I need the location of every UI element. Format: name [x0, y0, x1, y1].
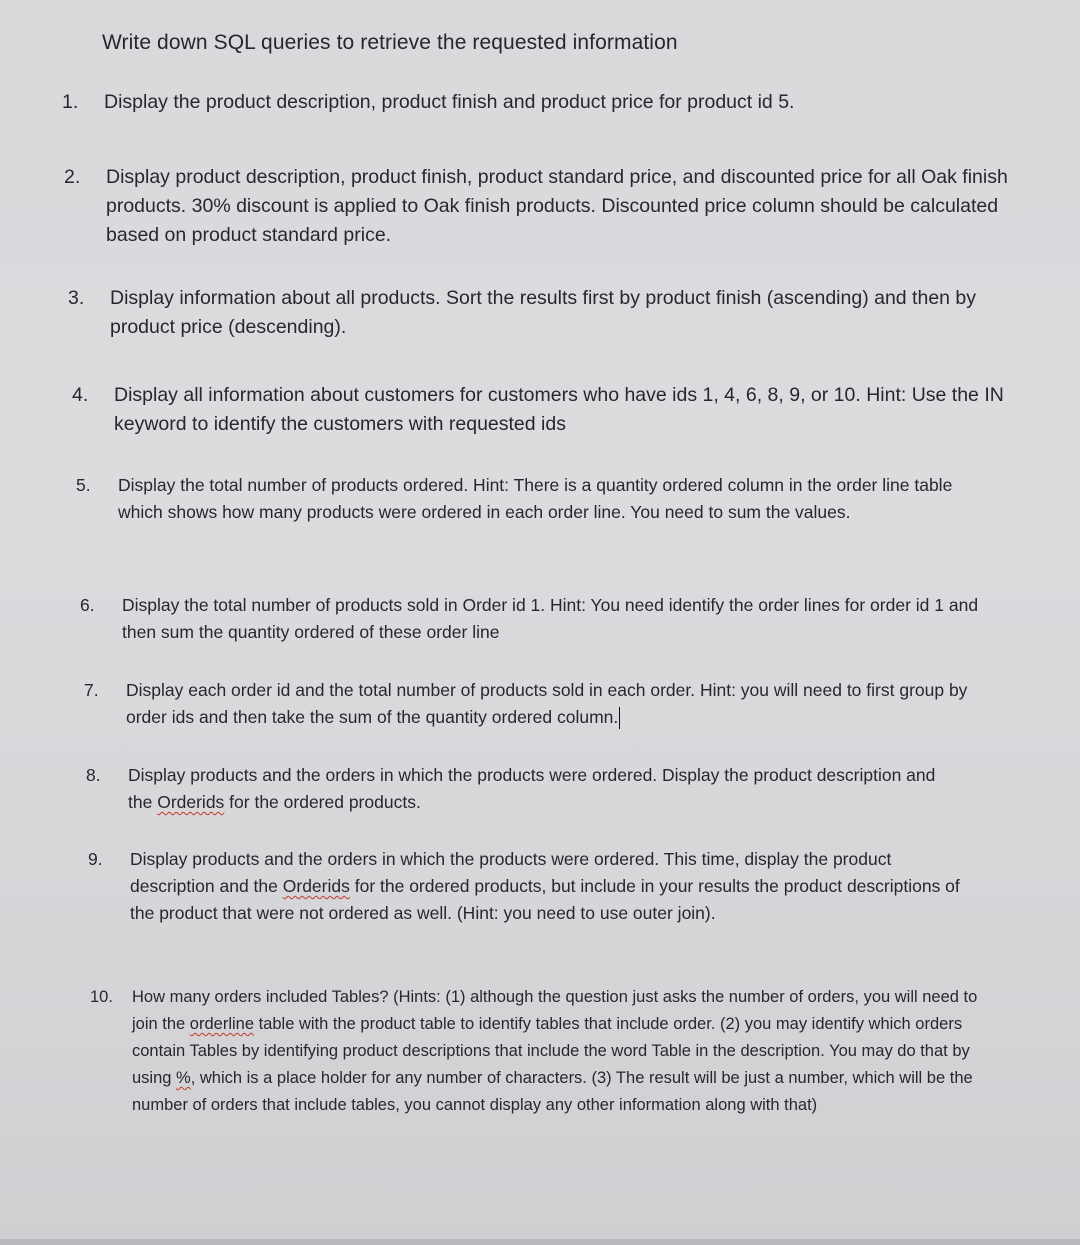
question-text: Display the total number of products ordered. Hint: There is a quantity ordered column in the order line table which shows how many products were ordered in each order line. You need to sum the values. — [118, 475, 953, 522]
question-8 — [86, 762, 936, 816]
question-10 — [90, 984, 980, 1119]
question-7 — [84, 677, 994, 731]
question-text-wrap — [126, 677, 994, 731]
question-text-part: table with the product table to identify tables that include order. (2) you may identify which orders contain Tables by identifying product descriptions that include the word Table in the description. You may do that by using — [132, 1015, 970, 1087]
question-2 — [64, 163, 1012, 250]
question-9 — [88, 846, 978, 927]
question-number: 10. — [90, 988, 113, 1006]
question-text: Display the total number of products sold in Order id 1. Hint: You need identify the order lines for order id 1 and then sum the quantity ordered of these order line — [122, 595, 979, 642]
question-text-part: How many orders included Tables? (Hints: (1) although the question just asks the number of orders, you will need to join the — [132, 988, 978, 1033]
question-1 — [62, 88, 962, 117]
question-text — [132, 984, 980, 1119]
question-4 — [72, 381, 1012, 439]
question-number: 9. — [88, 849, 103, 869]
question-text-part: Display products and the orders in which the products were ordered. This time, display the product description and the — [130, 849, 892, 896]
question-text: Display product description, product finish, product standard price, and discounted price for all Oak finish products. 30% discount is applied to Oak finish products. Discounted price column should be calculated based on product standard price. — [106, 166, 1008, 246]
spellcheck-flagged-word[interactable]: Orderids — [157, 792, 225, 812]
spellcheck-flagged-word[interactable]: Orderids — [282, 876, 350, 896]
question-number: 3. — [68, 287, 85, 309]
page-heading: Write down SQL queries to retrieve the requested information — [102, 31, 678, 54]
question-5 — [76, 472, 991, 526]
question-number: 7. — [84, 680, 99, 700]
text-cursor — [619, 707, 620, 729]
question-text: Display the product description, product finish and product price for product id 5. — [104, 91, 795, 113]
question-text-part: , which is a place holder for any number of characters. (3) The result will be just a number, which will be the number of orders that include tables, you cannot display any other information along with that) — [132, 1069, 973, 1114]
question-text: Display all information about customers for customers who have ids 1, 4, 6, 8, 9, or 10. Hint: Use the IN keyword to identify the customers with requested ids — [114, 384, 1004, 435]
question-text — [128, 762, 936, 816]
question-3 — [68, 284, 998, 342]
question-number: 2. — [64, 166, 81, 188]
question-text-part: for the ordered products, but include in your results the product descriptions of the product that were not ordered as well. (Hint: you need to use outer join). — [130, 876, 960, 923]
question-number: 4. — [72, 384, 89, 406]
question-number: 5. — [76, 475, 91, 495]
question-text-part: for the ordered products. — [224, 792, 421, 812]
spellcheck-flagged-word[interactable]: orderline — [189, 1015, 255, 1033]
question-text-part: Display products and the orders in which the products were ordered. Display the product description and the — [128, 765, 936, 812]
question-number: 1. — [62, 91, 79, 113]
question-number: 8. — [86, 765, 101, 785]
question-text — [130, 846, 978, 927]
spellcheck-flagged-symbol[interactable]: % — [176, 1069, 191, 1087]
question-text: Display information about all products. Sort the results first by product finish (ascending) and then by product price (descending). — [110, 287, 977, 338]
screen-bottom-edge — [0, 1239, 1080, 1245]
question-6 — [80, 592, 985, 646]
question-text: Display each order id and the total number of products sold in each order. Hint: you will need to first group by order ids and then take the sum of the quantity ordered column. — [126, 680, 968, 727]
question-number: 6. — [80, 595, 95, 615]
